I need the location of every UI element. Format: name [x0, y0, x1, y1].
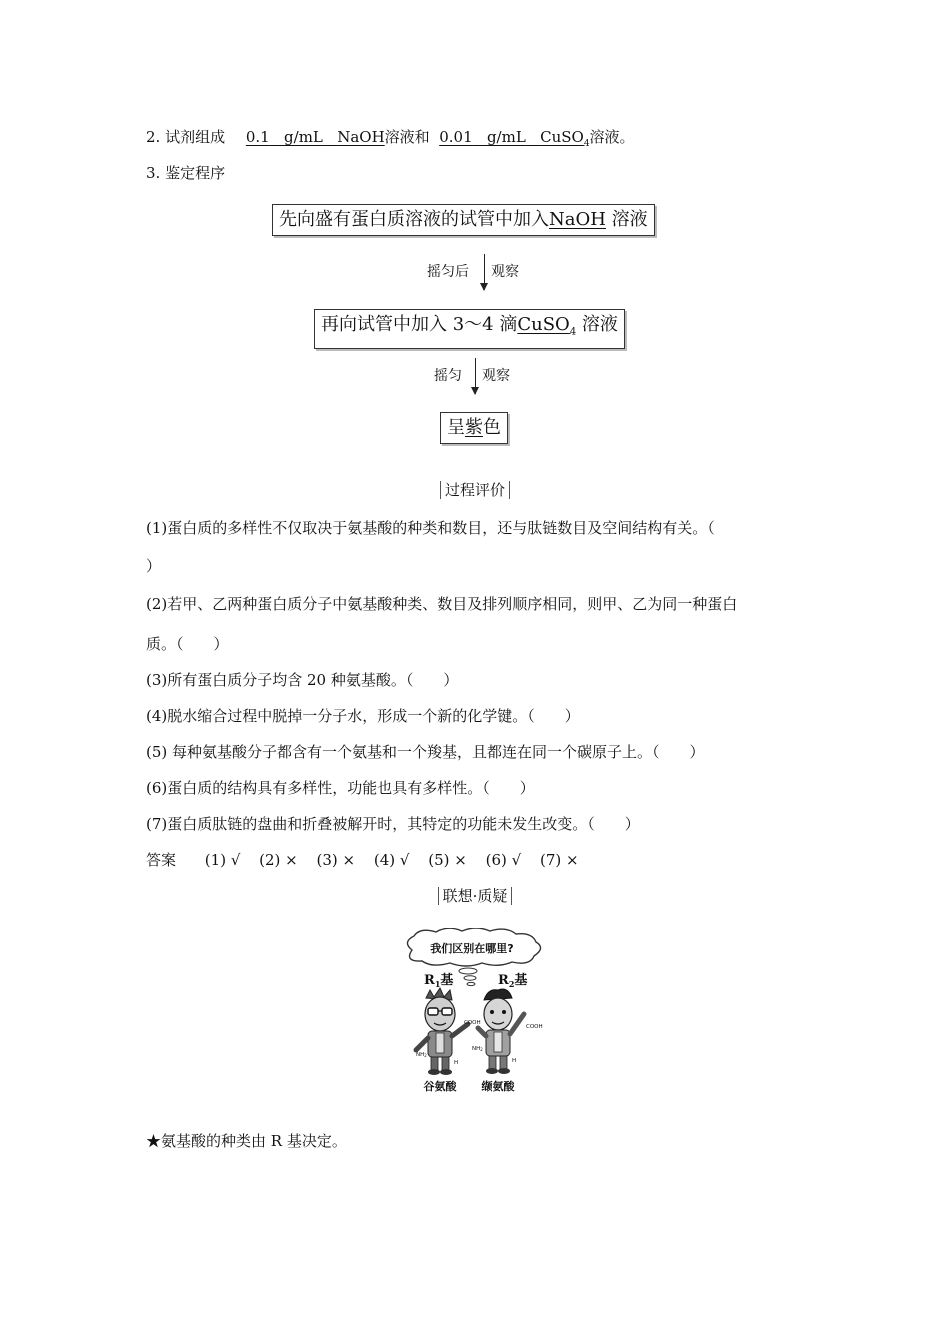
r2-label: $R_2$基	[498, 973, 528, 989]
reagent-line	[146, 126, 635, 155]
answer-7: (7) ×	[540, 851, 579, 869]
cuso4-key: CuSO$_4$	[517, 314, 577, 338]
reagent-prefix: 2. 试剂组成	[146, 128, 226, 146]
flow-arrow-1	[484, 254, 485, 290]
naoh-concentration: 0.1 g/mL NaOH	[245, 128, 385, 146]
flow-step-1: 先向盛有蛋白质溶液的试管中加入NaOH 溶液	[272, 204, 655, 236]
glutamic-acid-label: 谷氨酸	[423, 1080, 457, 1093]
eval-item-7: (7)蛋白质肽链的盘曲和折叠被解开时，其特定的功能未发生改变。（ ）	[146, 815, 640, 833]
procedure-heading: 3. 鉴定程序	[146, 164, 226, 182]
answer-line	[146, 849, 593, 871]
eval-item-2: (2)若甲、乙两种蛋白质分子中氨基酸种类、数目及排列顺序相同，则甲、乙为同一种蛋白	[146, 595, 738, 613]
arrow-1-right-label: 观察	[491, 264, 519, 280]
answer-5: (5) ×	[428, 851, 467, 869]
eval-item-6: (6)蛋白质的结构具有多样性，功能也具有多样性。（ ）	[146, 779, 535, 797]
eval-item-1: (1)蛋白质的多样性不仅取决于氨基酸的种类和数目，还与肽链数目及空间结构有关。（	[146, 519, 715, 537]
cartoon-figure	[398, 928, 550, 1096]
answer-1: (1) √	[204, 851, 241, 869]
cooh-label-1: COOH	[464, 1020, 481, 1026]
eval-item-5: (5) 每种氨基酸分子都含有一个氨基和一个羧基，且都连在同一个碳原子上。（ ）	[146, 743, 705, 761]
evaluation-title: 过程评价	[0, 479, 950, 501]
purple-key: 紫	[465, 417, 483, 438]
answer-label: 答案	[146, 851, 177, 869]
answer-2: (2) ×	[259, 851, 298, 869]
r1-label: $R_1$基	[424, 973, 454, 989]
flow-result: 呈紫色	[440, 412, 508, 444]
valine-label: 缬氨酸	[481, 1080, 515, 1093]
flow-step-2: 再向试管中加入 3～4 滴CuSO$_4$ 溶液	[314, 309, 625, 349]
bubble-text: 我们区别在哪里?	[430, 942, 514, 955]
cuso4-concentration: 0.01 g/mL CuSO$_4$	[439, 128, 590, 149]
eval-item-2-cont: 质。（ ）	[146, 635, 229, 653]
h-label-2: H	[512, 1058, 517, 1064]
association-title: 联想·质疑	[0, 885, 950, 907]
reagent-suffix: 溶液。	[589, 128, 635, 146]
answer-6: (6) √	[485, 851, 522, 869]
naoh-key: NaOH	[549, 209, 606, 230]
h-label-1: H	[454, 1060, 459, 1066]
arrow-2-left-label: 摇匀	[434, 368, 462, 384]
flow-arrow-2	[475, 358, 476, 394]
nh2-label-1: NH2	[416, 1052, 427, 1058]
conclusion-line: ★氨基酸的种类由 R 基决定。	[146, 1132, 347, 1150]
eval-item-3: (3)所有蛋白质分子均含 20 种氨基酸。（ ）	[146, 671, 459, 689]
arrow-2-right-label: 观察	[482, 368, 510, 384]
reagent-mid: 溶液和	[384, 128, 430, 146]
arrow-1-left-label: 摇匀后	[427, 264, 469, 280]
amino-acid-illustration	[398, 928, 550, 1096]
answer-3: (3) ×	[316, 851, 356, 869]
eval-item-4: (4)脱水缩合过程中脱掉一分子水，形成一个新的化学键。（ ）	[146, 707, 580, 725]
cooh-label-2: COOH	[526, 1024, 543, 1030]
eval-item-1-cont: ）	[146, 557, 162, 575]
nh2-label-2: NH2	[472, 1046, 483, 1052]
answer-4: (4) √	[373, 851, 410, 869]
